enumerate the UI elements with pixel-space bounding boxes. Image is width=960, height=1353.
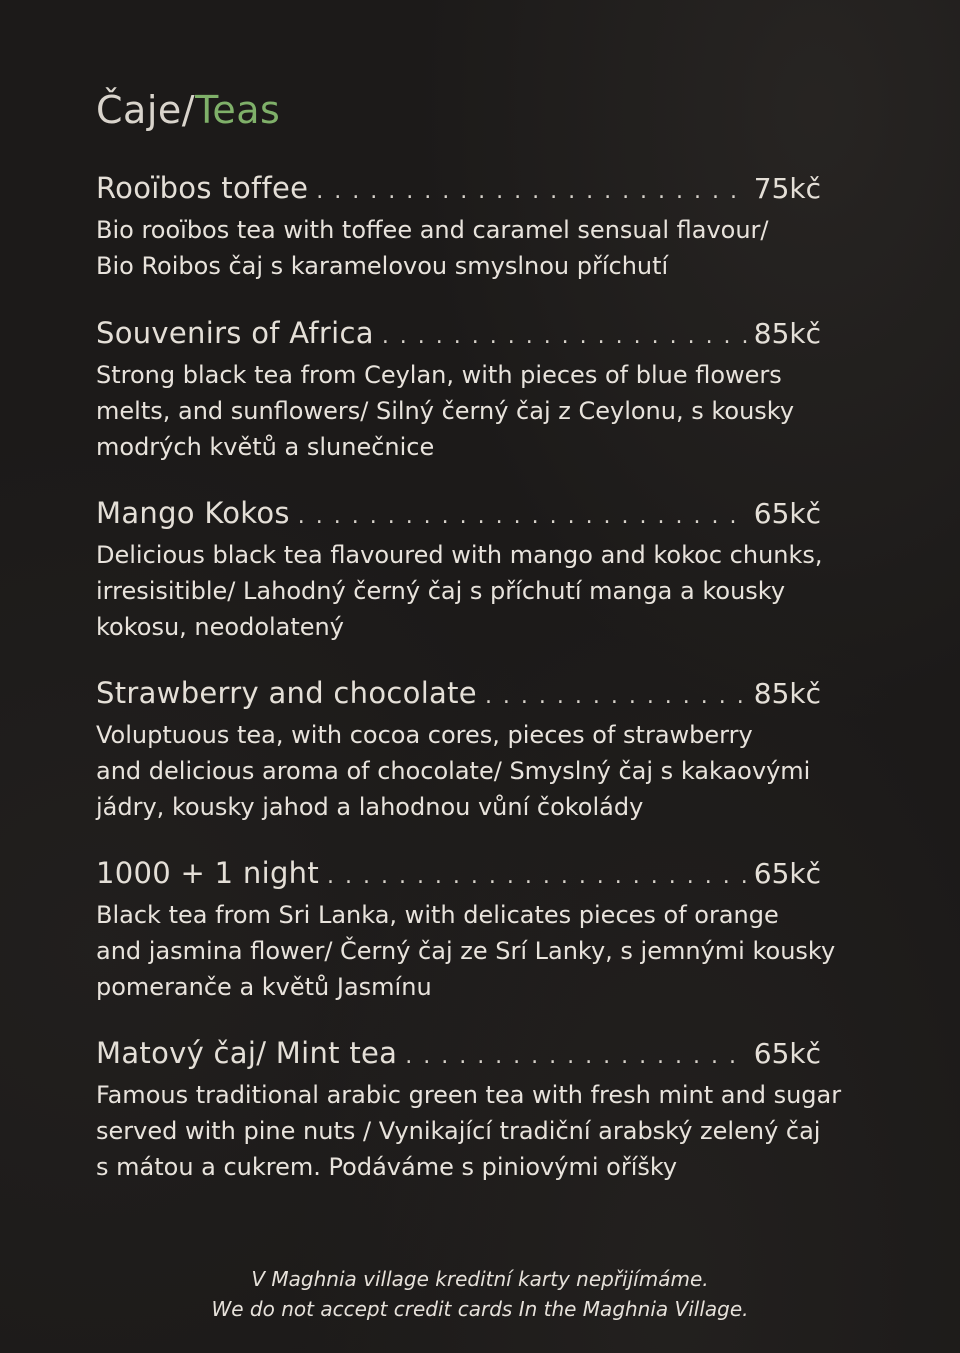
menu-item-price: 65kč <box>753 497 821 530</box>
menu-item-price: 85kč <box>753 317 821 350</box>
menu-item-header <box>96 315 821 355</box>
page-title-english: Teas <box>195 88 281 132</box>
menu-item-description: Delicious black tea flavoured with mango and kokoc chunks, irresisitible/ Lahodný černý čaj s příchutí manga a kousky kokosu, neodolatený <box>96 541 823 641</box>
menu-item-price: 75kč <box>753 172 821 205</box>
dot-leader <box>298 499 748 535</box>
dot-leader <box>405 1039 748 1075</box>
footer-line-czech: V Maghnia village kreditní karty nepřijímáme. <box>251 1267 709 1291</box>
menu-item-price: 65kč <box>753 857 821 890</box>
dot-leader <box>382 319 748 355</box>
menu-item-souvenirs-of-africa <box>96 315 856 465</box>
menu-item-price: 65kč <box>753 1037 821 1070</box>
footer-line-english: We do not accept credit cards In the Maghnia Village. <box>211 1297 749 1321</box>
dot-leader <box>485 679 748 715</box>
menu-item-rooibos-toffee <box>96 170 856 284</box>
footer-note <box>0 1264 960 1324</box>
menu-item-name: Souvenirs of Africa <box>96 316 374 350</box>
menu-item-mango-kokos <box>96 495 856 645</box>
menu-item-description: Black tea from Sri Lanka, with delicates pieces of orange and jasmina flower/ Černý čaj ze Srí Lanky, s jemnými kousky pomeranče a květů Jasmínu <box>96 901 836 1001</box>
menu-item-mint-tea <box>96 1035 856 1185</box>
dot-leader <box>316 174 747 210</box>
menu-item-header <box>96 855 821 895</box>
menu-item-name: Mango Kokos <box>96 496 290 530</box>
menu-item-name: Rooïbos toffee <box>96 171 309 205</box>
menu-item-name: Strawberry and chocolate <box>96 676 477 710</box>
menu-item-header <box>96 1035 821 1075</box>
menu-item-name: Matový čaj/ Mint tea <box>96 1036 398 1070</box>
page-title <box>96 84 280 136</box>
page-title-czech: Čaje/ <box>96 88 196 132</box>
menu-item-header <box>96 495 821 535</box>
menu-item-header <box>96 170 821 210</box>
menu-item-description: Strong black tea from Ceylan, with pieces of blue flowers melts, and sunflowers/ Silný černý čaj z Ceylonu, s kousky modrých květů a slunečnice <box>96 361 795 461</box>
menu-item-header <box>96 675 821 715</box>
menu-item-description: Bio rooïbos tea with toffee and caramel sensual flavour/ Bio Roibos čaj s karamelovou smyslnou příchutí <box>96 216 769 280</box>
menu-item-name: 1000 + 1 night <box>96 856 320 890</box>
dot-leader <box>327 859 748 895</box>
menu-item-price: 85kč <box>753 677 821 710</box>
menu-item-1000-1-night <box>96 855 856 1005</box>
menu-item-description: Famous traditional arabic green tea with fresh mint and sugar served with pine nuts / Vynikající tradiční arabský zelený čaj s mátou a cukrem. Podáváme s piniovými oříšky <box>96 1081 842 1181</box>
menu-item-description: Voluptuous tea, with cocoa cores, pieces of strawberry and delicious aroma of chocolate/ Smyslný čaj s kakaovými jádry, kousky jahod a lahodnou vůní čokolády <box>96 721 811 821</box>
menu-item-strawberry-chocolate <box>96 675 856 825</box>
